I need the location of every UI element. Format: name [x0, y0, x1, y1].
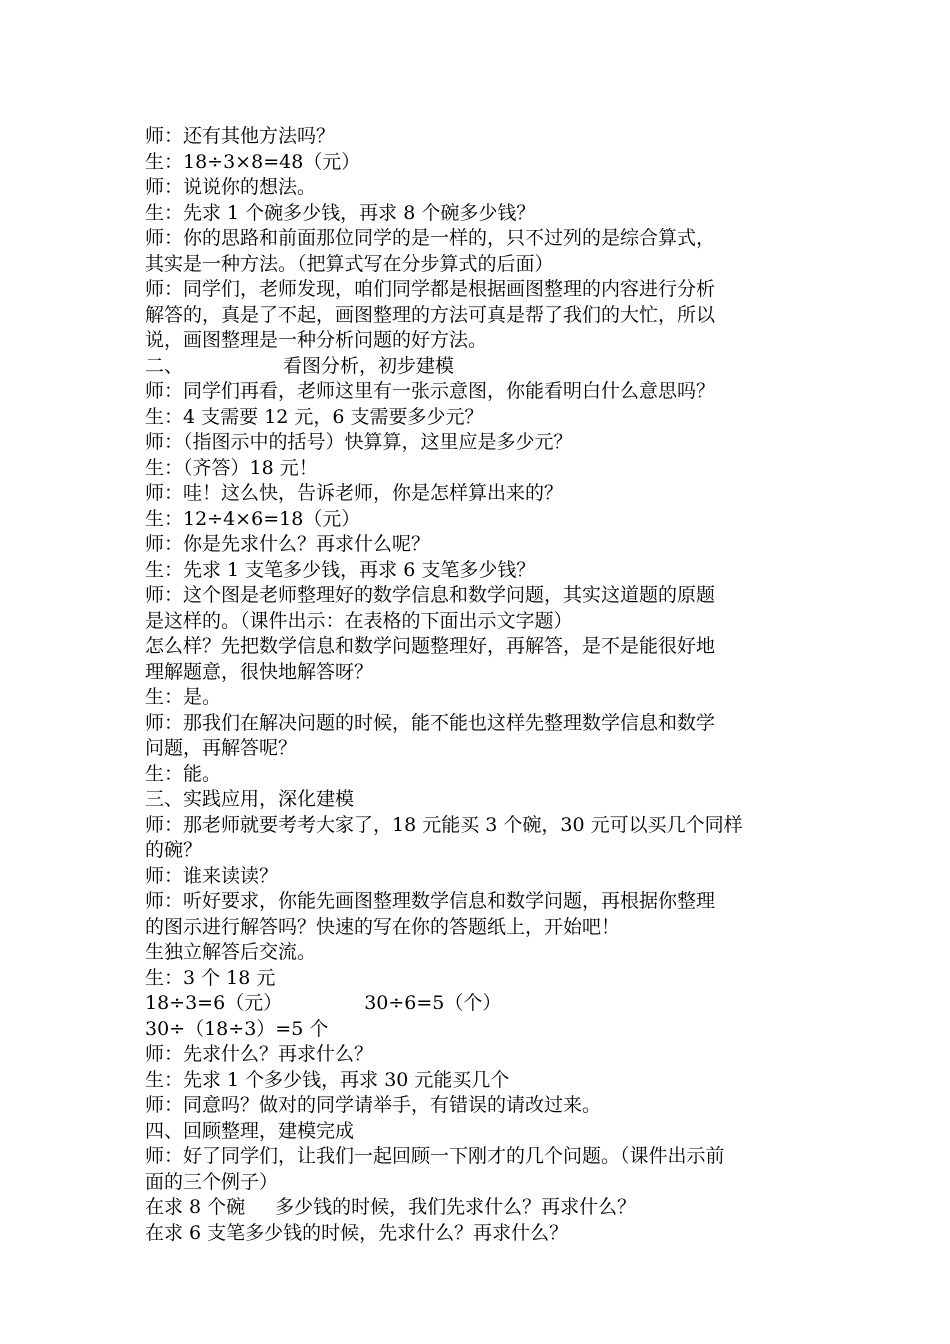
text-line: 师：还有其他方法吗？	[145, 125, 336, 147]
text-line: 师：那我们在解决问题的时候，能不能也这样先整理数学信息和数学	[145, 711, 716, 734]
text-line	[145, 1195, 815, 1221]
text-line: 师：谁来读读？	[145, 864, 279, 887]
text-line: 师：说说你的想法。	[145, 176, 317, 198]
equation-step-2: 30÷6=5（个）	[364, 992, 502, 1014]
section-title: 看图分析，初步建模	[283, 354, 455, 377]
text-line: 师：（指图示中的括号）快算算，这里应是多少元？	[145, 431, 573, 453]
text-line: 生：12÷4×6=18（元）	[145, 507, 361, 530]
text-line: 的碗？	[145, 839, 203, 861]
section-heading-2	[145, 354, 815, 380]
text-line: 生：4 支需要 12 元，6 支需要多少元？	[145, 405, 484, 428]
text-line: 生：18÷3×8=48（元）	[145, 150, 361, 173]
text-line: 面的三个例子）	[145, 1170, 279, 1193]
equation-line	[145, 991, 815, 1017]
text-line: 解答的，真是了不起，画图整理的方法可真是帮了我们的大忙，所以	[145, 303, 716, 326]
text-line: 生：先求 1 支笔多少钱，再求 6 支笔多少钱？	[145, 558, 536, 581]
text-line: 理解题意，很快地解答呀？	[145, 660, 374, 683]
section-heading-4: 四、回顾整理，建模完成	[145, 1119, 355, 1142]
text-line: 师：同学们，老师发现，咱们同学都是根据画图整理的内容进行分析	[145, 278, 716, 300]
text-line: 在求 6 支笔多少钱的时候，先求什么？再求什么？	[145, 1221, 569, 1244]
text-line: 师：这个图是老师整理好的数学信息和数学问题，其实这道题的原题	[145, 584, 716, 606]
text-line: 师：你是先求什么？再求什么呢？	[145, 533, 431, 555]
text-line: 其实是一种方法。（把算式写在分步算式的后面）	[145, 252, 554, 275]
text-line: 师：同学们再看，老师这里有一张示意图，你能看明白什么意思吗？	[145, 380, 716, 402]
text-line: 生：（齐答）18 元！	[145, 456, 318, 479]
text-line: 师：先求什么？再求什么？	[145, 1043, 374, 1065]
text-line: 师：同意吗？做对的同学请举手，有错误的请改过来。	[145, 1094, 602, 1116]
section-number: 二、	[145, 354, 184, 377]
text-line: 师：听好要求，你能先画图整理数学信息和数学问题，再根据你整理	[145, 890, 716, 912]
text-line: 是这样的。（课件出示：在表格的下面出示文字题）	[145, 609, 573, 632]
document-page	[145, 124, 815, 1246]
text-line: 师：哇！这么快，告诉老师，你是怎样算出来的？	[145, 482, 564, 504]
text-fragment: 多少钱的时候，我们先求什么？再求什么？	[275, 1196, 637, 1218]
text-fragment: 在求 8 个碗	[145, 1196, 246, 1218]
text-line: 说，画图整理是一种分析问题的好方法。	[145, 329, 488, 351]
text-line: 师：那老师就要考考大家了，18 元能买 3 个碗，30 元可以买几个同样	[145, 813, 743, 836]
section-heading-3: 三、实践应用，深化建模	[145, 788, 355, 810]
text-line: 问题，再解答呢？	[145, 737, 298, 759]
text-line: 生独立解答后交流。	[145, 941, 317, 963]
text-line: 师：好了同学们，让我们一起回顾一下刚才的几个问题。（课件出示前	[145, 1145, 725, 1167]
text-line: 怎么样？先把数学信息和数学问题整理好，再解答，是不是能很好地	[145, 635, 716, 657]
text-line: 生：先求 1 个碗多少钱，再求 8 个碗多少钱？	[145, 201, 536, 224]
text-line: 生：是。	[145, 686, 222, 708]
equation-line: 30÷（18÷3）=5 个	[145, 1017, 329, 1040]
text-line: 生：能。	[145, 762, 222, 785]
text-line: 生：先求 1 个多少钱，再求 30 元能买几个	[145, 1068, 510, 1091]
text-line: 生：3 个 18 元	[145, 966, 276, 989]
equation-step-1: 18÷3=6（元）	[145, 992, 283, 1014]
text-line: 的图示进行解答吗？快速的写在你的答题纸上，开始吧！	[145, 915, 621, 938]
text-line: 师：你的思路和前面那位同学的是一样的，只不过列的是综合算式，	[145, 227, 716, 249]
